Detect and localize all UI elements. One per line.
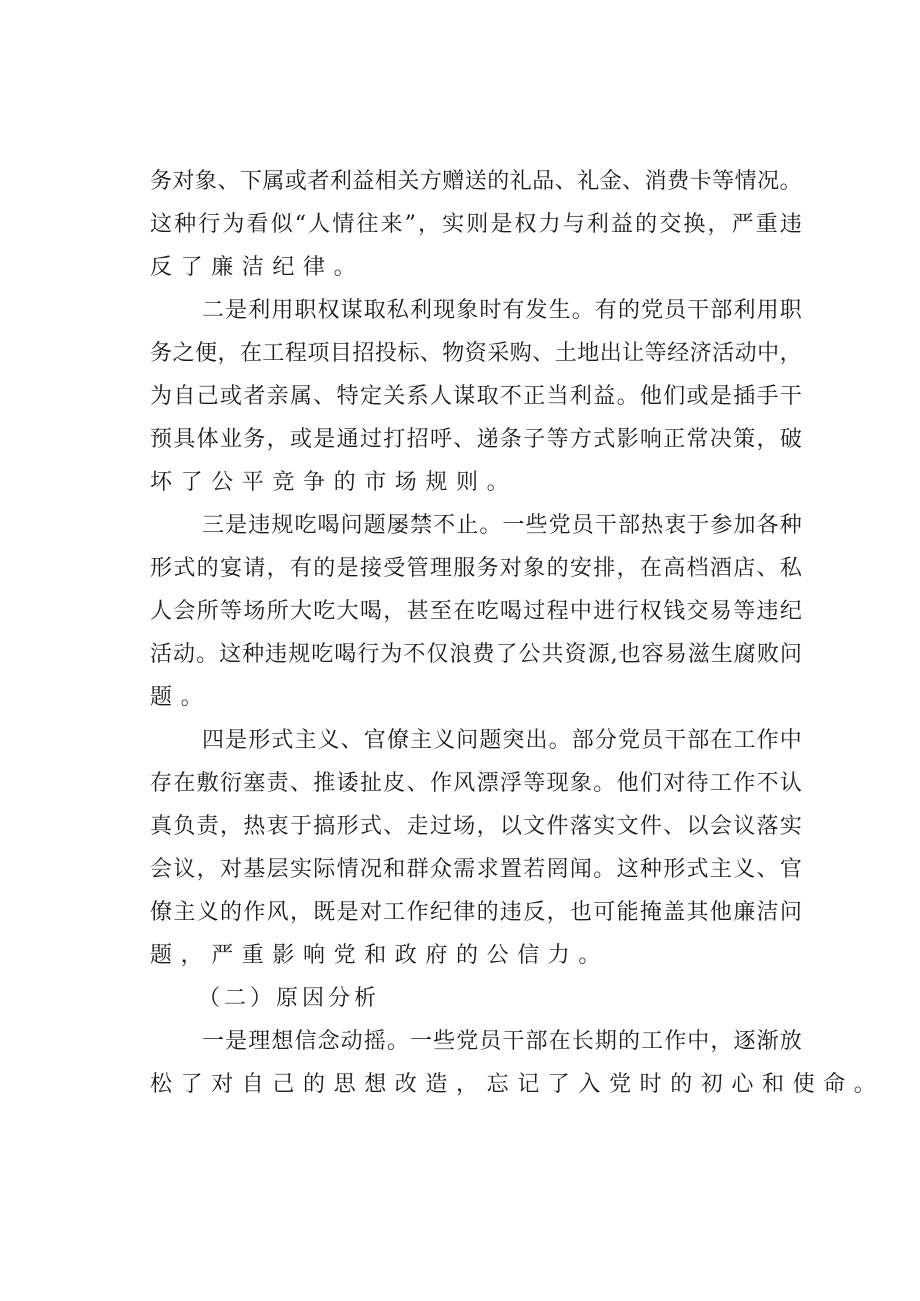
- text-line: 存 在 敷 衍 塞 责 、 推 诿 扯 皮 、 作 风 漂 浮 等 现 象 。 他 们 对 待 工 作 不 认: [150, 771, 802, 796]
- text-line: 题，严重影响党和政府的公信力。: [150, 943, 610, 968]
- heading-text: （二）原因分析: [198, 986, 381, 1011]
- paragraph-continuation: [150, 160, 802, 289]
- text-line: 真 负 责 ， 热 衷 于 搞 形 式 、 走 过 场 ， 以 文 件 落 实 文 件 、 以 会 议 落 实: [150, 814, 802, 839]
- text-line: 务 对 象 、 下 属 或 者 利 益 相 关 方 赠 送 的 礼 品 、 礼 金 、 消 费 卡 等 情 况 。: [150, 169, 802, 194]
- text-line: 人 会 所 等 场 所 大 吃 大 喝 ， 甚 至 在 吃 喝 过 程 中 进 行 权 钱 交 易 等 违 纪: [150, 599, 802, 624]
- document-page: [150, 160, 885, 1106]
- text-line: 僚 主 义 的 作 风 ， 既 是 对 工 作 纪 律 的 违 反 ， 也 可 能 掩 盖 其 他 廉 洁 问: [150, 900, 802, 925]
- text-line: 二 是 利 用 职 权 谋 取 私 利 现 象 时 有 发 生 。 有 的 党 员 干 部 利 用 职: [202, 298, 802, 323]
- paragraph-item-4: [150, 719, 802, 977]
- paragraph-cause-1: [150, 1020, 885, 1106]
- text-line: 务 之 便 ， 在 工 程 项 目 招 投 标 、 物 资 采 购 、 土 地 出 让 等 经 济 活 动 中 ，: [150, 341, 802, 366]
- text-line: 预 具 体 业 务 ， 或 是 通 过 打 招 呼 、 递 条 子 等 方 式 影 响 正 常 决 策 ， 破: [150, 427, 802, 452]
- text-line: 三 是 违 规 吃 喝 问 题 屡 禁 不 止 。 一 些 党 员 干 部 热 衷 于 参 加 各 种: [202, 513, 802, 538]
- text-line: 一 是 理 想 信 念 动 摇 。 一 些 党 员 干 部 在 长 期 的 工 作 中 ， 逐 渐 放: [202, 1029, 802, 1054]
- text-line: 会 议 ， 对 基 层 实 际 情 况 和 群 众 需 求 置 若 罔 闻 。 这 种 形 式 主 义 、 官: [150, 857, 802, 882]
- text-line: 反了廉洁纪律。: [150, 255, 365, 280]
- text-line: 活 动 。 这 种 违 规 吃 喝 行 为 不 仅 浪 费 了 公 共 资 源 , 也 容 易 滋 生 腐 败 问: [150, 642, 802, 667]
- section-heading-cause-analysis: [150, 977, 802, 1020]
- text-line: 题。: [150, 685, 212, 710]
- paragraph-item-2: [150, 289, 802, 504]
- paragraph-item-3: [150, 504, 802, 719]
- text-line: 松了对自己的思想改造，忘记了入党时的初心和使命。: [150, 1072, 885, 1097]
- text-line: 为 自 己 或 者 亲 属 、 特 定 关 系 人 谋 取 不 正 当 利 益 。 他 们 或 是 插 手 干: [150, 384, 802, 409]
- text-line: 这 种 行 为 看 似 “ 人 情 往 来 ” ， 实 则 是 权 力 与 利 益 的 交 换 ， 严 重 违: [150, 212, 802, 237]
- text-line: 坏了公平竞争的市场规则。: [150, 470, 518, 495]
- text-line: 形 式 的 宴 请 ， 有 的 是 接 受 管 理 服 务 对 象 的 安 排 ， 在 高 档 酒 店 、 私: [150, 556, 802, 581]
- text-line: 四 是 形 式 主 义 、 官 僚 主 义 问 题 突 出 。 部 分 党 员 干 部 在 工 作 中: [202, 728, 802, 753]
